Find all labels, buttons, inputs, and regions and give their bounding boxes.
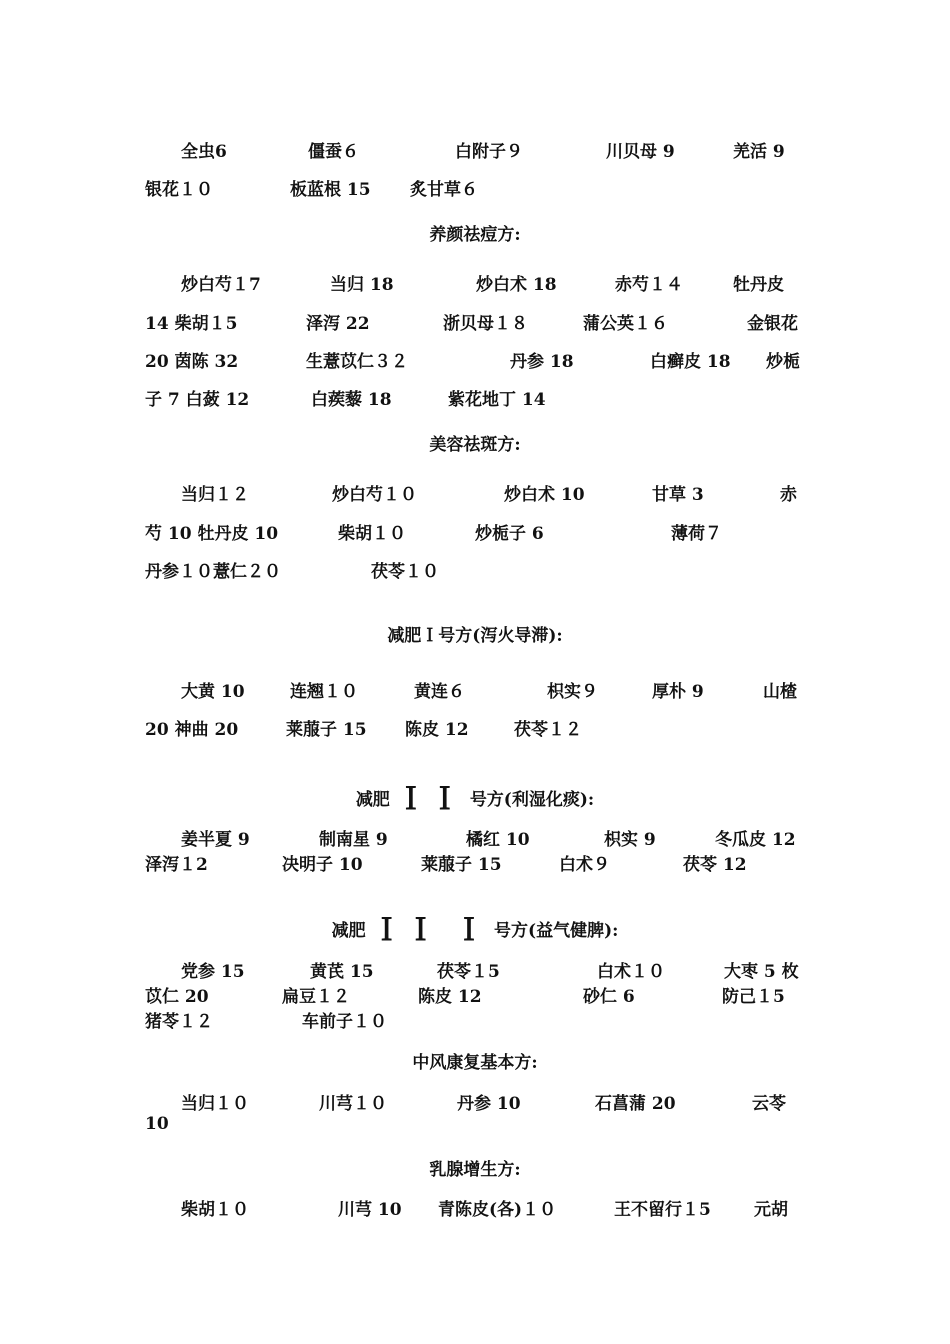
herb-item: 茯苓１２ [514, 720, 582, 740]
herb-item: 炒白术 10 [504, 485, 585, 505]
herb-item: 石菖蒲 20 [595, 1094, 676, 1114]
herb-item: 云苓 [752, 1094, 786, 1114]
prescription-line [0, 1089, 950, 1113]
herb-item: 陈皮 12 [405, 720, 469, 740]
prescription-line [0, 1007, 950, 1031]
section-title: 中风康复基本方: [412, 1053, 538, 1073]
herb-item: 牡丹皮 [733, 275, 784, 295]
prescription-line [0, 825, 950, 849]
herb-item: 大枣 5 枚 [724, 962, 799, 982]
herb-item: 甘草 3 [652, 485, 704, 505]
herb-item: 防己１5 [722, 987, 785, 1007]
herb-item: 泽泻 22 [306, 314, 370, 334]
herb-item: 炙甘草６ [410, 180, 478, 200]
prescription-line [0, 1114, 950, 1138]
herb-item: 川贝母 9 [606, 142, 675, 162]
herb-item: 黄芪 15 [310, 962, 374, 982]
section-title-number: ＩＩ Ｉ [371, 913, 489, 948]
section-title [0, 774, 950, 818]
herb-item: 白附子９ [455, 142, 523, 162]
herb-item: 炒白芍１０ [332, 485, 417, 505]
herb-item: 14 柴胡１5 [145, 314, 238, 334]
herb-item: 浙贝母１８ [443, 314, 528, 334]
section-title: 减肥Ｉ号方(泻火导滞): [387, 626, 563, 646]
herb-item: 赤芍１４ [615, 275, 683, 295]
herb-item: 炒栀子 6 [475, 524, 544, 544]
prescription-line [0, 677, 950, 701]
herb-item: 元胡 [754, 1200, 788, 1220]
herb-item: 炒白芍１7 [181, 275, 261, 295]
herb-item: 炒栀 [766, 352, 800, 372]
herb-item: 猪苓１２ [145, 1012, 213, 1032]
herb-item: 赤 [780, 485, 797, 505]
prescription-line [0, 1195, 950, 1219]
herb-item: 大黄 10 [181, 682, 245, 702]
herb-item: 柴胡１０ [181, 1200, 249, 1220]
herb-item: 枳实９ [547, 682, 598, 702]
herb-item: 白蒺藜 18 [311, 390, 392, 410]
prescription-line [0, 385, 950, 409]
herb-item: 砂仁 6 [583, 987, 635, 1007]
section-title-prefix: 减肥 [355, 790, 390, 810]
herb-item: 茯苓 12 [683, 855, 747, 875]
herb-item: 苡仁 20 [145, 987, 209, 1007]
herb-item: 连翘１０ [290, 682, 358, 702]
prescription-line [0, 557, 950, 581]
prescription-line [0, 309, 950, 333]
herb-item: 薄荷７ [671, 524, 722, 544]
herb-item: 丹参１０薏仁２０ [145, 562, 281, 582]
herb-item: 20 茵陈 32 [145, 352, 239, 372]
herb-item: 芍 10 牡丹皮 10 [145, 524, 279, 544]
prescription-line [0, 850, 950, 874]
section-title [0, 905, 950, 949]
herb-item: 子 7 白蔹 12 [145, 390, 250, 410]
herb-item: 茯苓１０ [371, 562, 439, 582]
herb-item: 白术９ [559, 855, 610, 875]
herb-item: 僵蚕６ [308, 142, 359, 162]
herb-item: 陈皮 12 [418, 987, 482, 1007]
herb-item: 制南星 9 [319, 830, 388, 850]
herb-item: 川芎 10 [338, 1200, 402, 1220]
prescription-line [0, 480, 950, 504]
herb-item: 姜半夏 9 [181, 830, 250, 850]
herb-item: 银花１０ [145, 180, 213, 200]
prescription-line [0, 957, 950, 981]
herb-item: 丹参 10 [457, 1094, 521, 1114]
herb-item: 青陈皮(各)１０ [438, 1200, 557, 1220]
herb-item: 川芎１０ [319, 1094, 387, 1114]
herb-item: 羌活 9 [733, 142, 785, 162]
herb-item: 紫花地丁 14 [448, 390, 546, 410]
prescription-line [0, 270, 950, 294]
prescription-line [0, 982, 950, 1006]
herb-item: 车前子１０ [302, 1012, 387, 1032]
herb-item: 蒲公英１６ [583, 314, 668, 334]
section-title: 养颜祛痘方: [429, 225, 521, 245]
section-title-prefix: 减肥 [331, 921, 366, 941]
herb-item: 白癣皮 18 [650, 352, 731, 372]
prescription-line [0, 715, 950, 739]
herb-item: 决明子 10 [282, 855, 363, 875]
herb-item: 莱菔子 15 [286, 720, 367, 740]
herb-item: 扁豆１２ [282, 987, 350, 1007]
herb-item: 炒白术 18 [476, 275, 557, 295]
prescription-line [0, 519, 950, 543]
prescription-line [0, 347, 950, 371]
herb-item: 20 神曲 20 [145, 720, 239, 740]
section-title-suffix: 号方(益气健脾): [494, 921, 619, 941]
herb-item: 厚朴 9 [652, 682, 704, 702]
section-title-suffix: 号方(利湿化痰): [469, 790, 595, 810]
herb-item: 10 [145, 1114, 169, 1134]
herb-item: 山楂 [763, 682, 797, 702]
section-title: 乳腺增生方: [429, 1160, 521, 1180]
herb-item: 当归１０ [181, 1094, 249, 1114]
prescription-line [0, 175, 950, 199]
herb-item: 当归 18 [330, 275, 394, 295]
herb-item: 黄连６ [414, 682, 465, 702]
herb-item: 生薏苡仁３２ [306, 352, 408, 372]
herb-item: 王不留行１5 [614, 1200, 711, 1220]
section-title: 美容祛斑方: [429, 435, 521, 455]
herb-item: 枳实 9 [604, 830, 656, 850]
herb-item: 板蓝根 15 [290, 180, 371, 200]
herb-item: 金银花 [747, 314, 798, 334]
herb-item: 冬瓜皮 12 [715, 830, 796, 850]
prescription-line [0, 137, 950, 161]
herb-item: 莱菔子 15 [421, 855, 502, 875]
herb-item: 柴胡１０ [338, 524, 406, 544]
herb-item: 茯苓１5 [437, 962, 500, 982]
herb-item: 全虫6 [181, 142, 227, 162]
herb-item: 党参 15 [181, 962, 245, 982]
herb-item: 泽泻１2 [145, 855, 208, 875]
herb-item: 当归１２ [181, 485, 249, 505]
section-title-number: ＩＩ [395, 782, 464, 817]
herb-item: 丹参 18 [510, 352, 574, 372]
herb-item: 橘红 10 [466, 830, 530, 850]
herb-item: 白术１０ [597, 962, 665, 982]
